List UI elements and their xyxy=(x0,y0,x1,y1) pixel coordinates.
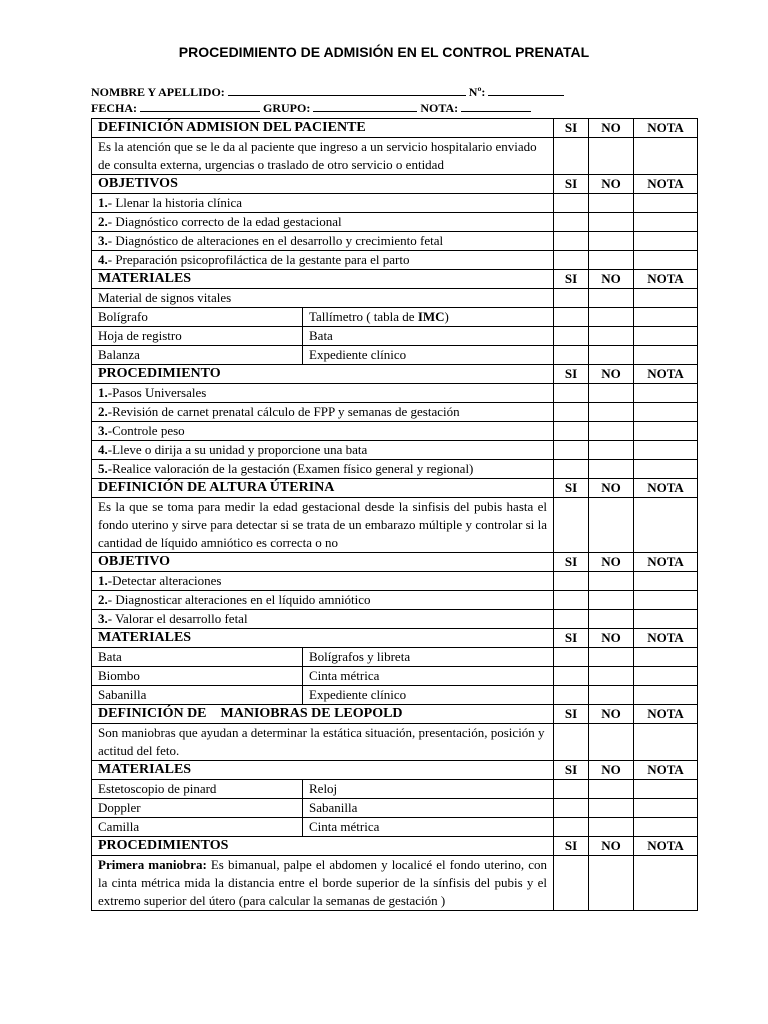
nota-cell[interactable] xyxy=(634,327,698,346)
material-item: Cinta métrica xyxy=(303,667,554,686)
section-heading: DEFINICIÓN DE MANIOBRAS DE LEOPOLD xyxy=(92,705,554,724)
no-cell[interactable] xyxy=(589,818,634,837)
no-header: NO xyxy=(589,365,634,384)
nota-cell[interactable] xyxy=(634,138,698,175)
item-text: - Valorar el desarrollo fetal xyxy=(107,611,248,626)
material-item: Bata xyxy=(92,648,303,667)
nombre-field[interactable] xyxy=(228,84,466,96)
si-header: SI xyxy=(554,705,589,724)
item-text: -Controle peso xyxy=(107,423,185,438)
material-row xyxy=(92,667,698,686)
item-text: - Llenar la historia clínica xyxy=(107,195,243,210)
material-item xyxy=(303,308,554,327)
list-item xyxy=(92,572,554,591)
item-number: 2. xyxy=(98,592,108,607)
nombre-label: NOMBRE Y APELLIDO: xyxy=(91,85,225,99)
list-item-row xyxy=(92,591,698,610)
fecha-label: FECHA: xyxy=(91,101,137,115)
si-cell[interactable] xyxy=(554,780,589,799)
si-cell[interactable] xyxy=(554,289,589,308)
si-header: SI xyxy=(554,365,589,384)
item-number: 2. xyxy=(98,214,108,229)
no-cell[interactable] xyxy=(589,403,634,422)
no-header: NO xyxy=(589,553,634,572)
si-cell[interactable] xyxy=(554,818,589,837)
material-item: Bolígrafo xyxy=(92,308,303,327)
no-cell[interactable] xyxy=(589,327,634,346)
material-item: Sabanilla xyxy=(303,799,554,818)
material-item: Estetoscopio de pinard xyxy=(92,780,303,799)
si-cell[interactable] xyxy=(554,856,589,911)
material-item: Doppler xyxy=(92,799,303,818)
nota-cell[interactable] xyxy=(634,403,698,422)
si-cell[interactable] xyxy=(554,724,589,761)
material-text: ) xyxy=(444,309,449,324)
no-cell[interactable] xyxy=(589,498,634,553)
material-item: Sabanilla xyxy=(92,686,303,705)
procedure-row xyxy=(92,856,698,911)
maneuver-label: Primera maniobra: xyxy=(98,857,207,872)
nota-header: NOTA xyxy=(634,553,698,572)
material-row xyxy=(92,818,698,837)
no-cell[interactable] xyxy=(589,780,634,799)
fecha-field[interactable] xyxy=(140,100,260,112)
section-heading: PROCEDIMIENTOS xyxy=(92,837,554,856)
item-text: - Diagnóstico correcto de la edad gestacional xyxy=(107,214,342,229)
definition-text: Son maniobras que ayudan a determinar la estática situación, presentación, posición y actitud del feto. xyxy=(92,724,554,761)
item-number: 1. xyxy=(98,573,108,588)
material-item: Bata xyxy=(303,327,554,346)
nota-header: NOTA xyxy=(634,479,698,498)
si-cell[interactable] xyxy=(554,686,589,705)
list-item xyxy=(92,251,554,270)
section-header-row xyxy=(92,479,698,498)
no-cell[interactable] xyxy=(589,648,634,667)
material-item: Expediente clínico xyxy=(303,346,554,365)
list-item-row xyxy=(92,422,698,441)
item-number: 1. xyxy=(98,195,108,210)
no-cell[interactable] xyxy=(589,799,634,818)
si-cell[interactable] xyxy=(554,460,589,479)
nota-cell[interactable] xyxy=(634,194,698,213)
nota-label: NOTA: xyxy=(420,101,459,115)
item-text: -Lleve o dirija a su unidad y proporcione una bata xyxy=(107,442,368,457)
si-header: SI xyxy=(554,629,589,648)
section-heading: OBJETIVO xyxy=(92,553,554,572)
no-cell[interactable] xyxy=(589,194,634,213)
section-header-row xyxy=(92,705,698,724)
no-cell[interactable] xyxy=(589,686,634,705)
material-item: Balanza xyxy=(92,346,303,365)
item-number: 5. xyxy=(98,461,108,476)
si-cell[interactable] xyxy=(554,572,589,591)
numero-field[interactable] xyxy=(488,84,564,96)
numero-label: Nº: xyxy=(468,85,486,99)
no-cell[interactable] xyxy=(589,308,634,327)
list-item xyxy=(92,441,554,460)
item-text: -Revisión de carnet prenatal cálculo de FPP y semanas de gestación xyxy=(107,404,460,419)
list-item xyxy=(92,460,554,479)
material-item: Bolígrafos y libreta xyxy=(303,648,554,667)
list-item-row xyxy=(92,213,698,232)
section-header-row xyxy=(92,553,698,572)
section-header-row xyxy=(92,761,698,780)
section-heading: MATERIALES xyxy=(92,629,554,648)
evaluation-table xyxy=(91,118,698,911)
no-cell[interactable] xyxy=(589,667,634,686)
item-text: - Diagnosticar alteraciones en el líquido amniótico xyxy=(107,592,371,607)
si-cell[interactable] xyxy=(554,441,589,460)
nota-cell[interactable] xyxy=(634,667,698,686)
no-header: NO xyxy=(589,705,634,724)
item-number: 3. xyxy=(98,423,108,438)
no-header: NO xyxy=(589,761,634,780)
list-item xyxy=(92,213,554,232)
procedure-text xyxy=(92,856,554,911)
item-number: 4. xyxy=(98,442,108,457)
list-item-row xyxy=(92,232,698,251)
nota-cell[interactable] xyxy=(634,780,698,799)
nota-header: NOTA xyxy=(634,705,698,724)
si-header: SI xyxy=(554,175,589,194)
no-cell[interactable] xyxy=(589,384,634,403)
no-cell[interactable] xyxy=(589,610,634,629)
material-item: Hoja de registro xyxy=(92,327,303,346)
item-text: -Pasos Universales xyxy=(107,385,207,400)
material-row xyxy=(92,648,698,667)
nota-header: NOTA xyxy=(634,761,698,780)
grupo-field[interactable] xyxy=(313,100,417,112)
nota-cell[interactable] xyxy=(634,308,698,327)
definition-text: Es la que se toma para medir la edad gestacional desde la sinfisis del pubis hasta el fondo uterino y sirve para detectar si se trata de un embarazo múltiple y controlar si la cantidad de líquido amniótico es correcta o no xyxy=(92,498,554,553)
si-cell[interactable] xyxy=(554,251,589,270)
section-header-row xyxy=(92,365,698,384)
no-cell[interactable] xyxy=(589,441,634,460)
si-cell[interactable] xyxy=(554,498,589,553)
maneuver-text: Es bimanual, palpe el abdomen y localicé el fondo uterino, con la cinta métrica mida la distancia entre el borde superior de la sínfisis del pubis y el extremo superior del útero (para calcular la semanas de gestación ) xyxy=(98,857,548,908)
no-header: NO xyxy=(589,175,634,194)
no-cell[interactable] xyxy=(589,232,634,251)
nota-header: NOTA xyxy=(634,837,698,856)
si-header: SI xyxy=(554,837,589,856)
no-header: NO xyxy=(589,837,634,856)
nota-cell[interactable] xyxy=(634,610,698,629)
nota-cell[interactable] xyxy=(634,799,698,818)
item-number: 1. xyxy=(98,385,108,400)
nota-cell[interactable] xyxy=(634,856,698,911)
nota-cell[interactable] xyxy=(634,591,698,610)
header-row-1 xyxy=(91,84,564,100)
section-header-row xyxy=(92,629,698,648)
section-heading: DEFINICIÓN ADMISION DEL PACIENTE xyxy=(92,119,554,138)
si-cell[interactable] xyxy=(554,213,589,232)
si-cell[interactable] xyxy=(554,327,589,346)
list-item-row xyxy=(92,384,698,403)
material-row xyxy=(92,799,698,818)
list-item xyxy=(92,610,554,629)
nota-cell[interactable] xyxy=(634,251,698,270)
section-heading: MATERIALES xyxy=(92,761,554,780)
nota-header: NOTA xyxy=(634,365,698,384)
nota-cell[interactable] xyxy=(634,498,698,553)
no-cell[interactable] xyxy=(589,856,634,911)
no-header: NO xyxy=(589,629,634,648)
item-number: 4. xyxy=(98,252,108,267)
grupo-label: GRUPO: xyxy=(263,101,311,115)
item-number: 2. xyxy=(98,404,108,419)
material-item: Expediente clínico xyxy=(303,686,554,705)
section-header-row xyxy=(92,837,698,856)
item-text: -Detectar alteraciones xyxy=(107,573,222,588)
no-cell[interactable] xyxy=(589,724,634,761)
nota-cell[interactable] xyxy=(634,572,698,591)
nota-cell[interactable] xyxy=(634,818,698,837)
material-row xyxy=(92,308,698,327)
nota-field[interactable] xyxy=(461,100,531,112)
nota-header: NOTA xyxy=(634,629,698,648)
si-cell[interactable] xyxy=(554,403,589,422)
si-header: SI xyxy=(554,119,589,138)
list-item-row xyxy=(92,441,698,460)
list-item xyxy=(92,232,554,251)
si-cell[interactable] xyxy=(554,648,589,667)
item-text: -Realice valoración de la gestación (Examen físico general y regional) xyxy=(107,461,474,476)
nota-cell[interactable] xyxy=(634,724,698,761)
section-header-row xyxy=(92,119,698,138)
section-heading: MATERIALES xyxy=(92,270,554,289)
list-item xyxy=(92,591,554,610)
no-cell[interactable] xyxy=(589,346,634,365)
list-item-row xyxy=(92,572,698,591)
section-heading: PROCEDIMIENTO xyxy=(92,365,554,384)
page-title: PROCEDIMIENTO DE ADMISIÓN EN EL CONTROL PRENATAL xyxy=(178,44,590,60)
no-cell[interactable] xyxy=(589,138,634,175)
nota-header: NOTA xyxy=(634,270,698,289)
si-header: SI xyxy=(554,761,589,780)
definition-row xyxy=(92,498,698,553)
nota-cell[interactable] xyxy=(634,384,698,403)
material-item: Cinta métrica xyxy=(303,818,554,837)
list-item xyxy=(92,384,554,403)
list-item xyxy=(92,194,554,213)
list-item xyxy=(92,403,554,422)
section-heading: OBJETIVOS xyxy=(92,175,554,194)
si-cell[interactable] xyxy=(554,308,589,327)
list-item-row xyxy=(92,460,698,479)
si-cell[interactable] xyxy=(554,591,589,610)
nota-cell[interactable] xyxy=(634,289,698,308)
material-row xyxy=(92,327,698,346)
section-heading: DEFINICIÓN DE ALTURA ÚTERINA xyxy=(92,479,554,498)
no-cell[interactable] xyxy=(589,572,634,591)
nota-cell[interactable] xyxy=(634,648,698,667)
header-row-2 xyxy=(91,100,531,116)
no-cell[interactable] xyxy=(589,422,634,441)
item-text: - Preparación psicoprofiláctica de la gestante para el parto xyxy=(107,252,410,267)
material-item: Material de signos vitales xyxy=(92,289,554,308)
si-cell[interactable] xyxy=(554,346,589,365)
list-item-row xyxy=(92,251,698,270)
item-number: 3. xyxy=(98,611,108,626)
nota-cell[interactable] xyxy=(634,232,698,251)
nota-header: NOTA xyxy=(634,175,698,194)
material-item: Camilla xyxy=(92,818,303,837)
item-text: - Diagnóstico de alteraciones en el desarrollo y crecimiento fetal xyxy=(107,233,444,248)
si-cell[interactable] xyxy=(554,384,589,403)
material-text-bold: IMC xyxy=(417,309,445,324)
nota-cell[interactable] xyxy=(634,686,698,705)
definition-text: Es la atención que se le da al paciente que ingreso a un servicio hospitalario enviado de consulta externa, urgencias o traslado de otro servicio o entidad xyxy=(92,138,554,175)
si-header: SI xyxy=(554,553,589,572)
nota-cell[interactable] xyxy=(634,346,698,365)
section-header-row xyxy=(92,270,698,289)
no-cell[interactable] xyxy=(589,213,634,232)
nota-cell[interactable] xyxy=(634,213,698,232)
material-row xyxy=(92,346,698,365)
si-cell[interactable] xyxy=(554,422,589,441)
no-cell[interactable] xyxy=(589,251,634,270)
no-cell[interactable] xyxy=(589,591,634,610)
no-cell[interactable] xyxy=(589,460,634,479)
material-item: Reloj xyxy=(303,780,554,799)
nota-cell[interactable] xyxy=(634,422,698,441)
list-item xyxy=(92,422,554,441)
nota-cell[interactable] xyxy=(634,441,698,460)
material-row xyxy=(92,780,698,799)
material-text: Tallímetro ( tabla de xyxy=(309,309,418,324)
no-cell[interactable] xyxy=(589,289,634,308)
si-cell[interactable] xyxy=(554,610,589,629)
si-header: SI xyxy=(554,479,589,498)
si-cell[interactable] xyxy=(554,667,589,686)
si-cell[interactable] xyxy=(554,194,589,213)
no-header: NO xyxy=(589,479,634,498)
section-header-row xyxy=(92,175,698,194)
si-header: SI xyxy=(554,270,589,289)
list-item-row xyxy=(92,403,698,422)
definition-row xyxy=(92,724,698,761)
definition-row xyxy=(92,138,698,175)
nota-cell[interactable] xyxy=(634,460,698,479)
no-header: NO xyxy=(589,270,634,289)
si-cell[interactable] xyxy=(554,799,589,818)
material-row xyxy=(92,686,698,705)
material-item: Biombo xyxy=(92,667,303,686)
nota-header: NOTA xyxy=(634,119,698,138)
item-number: 3. xyxy=(98,233,108,248)
list-item-row xyxy=(92,610,698,629)
list-item-row xyxy=(92,194,698,213)
no-header: NO xyxy=(589,119,634,138)
si-cell[interactable] xyxy=(554,232,589,251)
si-cell[interactable] xyxy=(554,138,589,175)
material-row xyxy=(92,289,698,308)
